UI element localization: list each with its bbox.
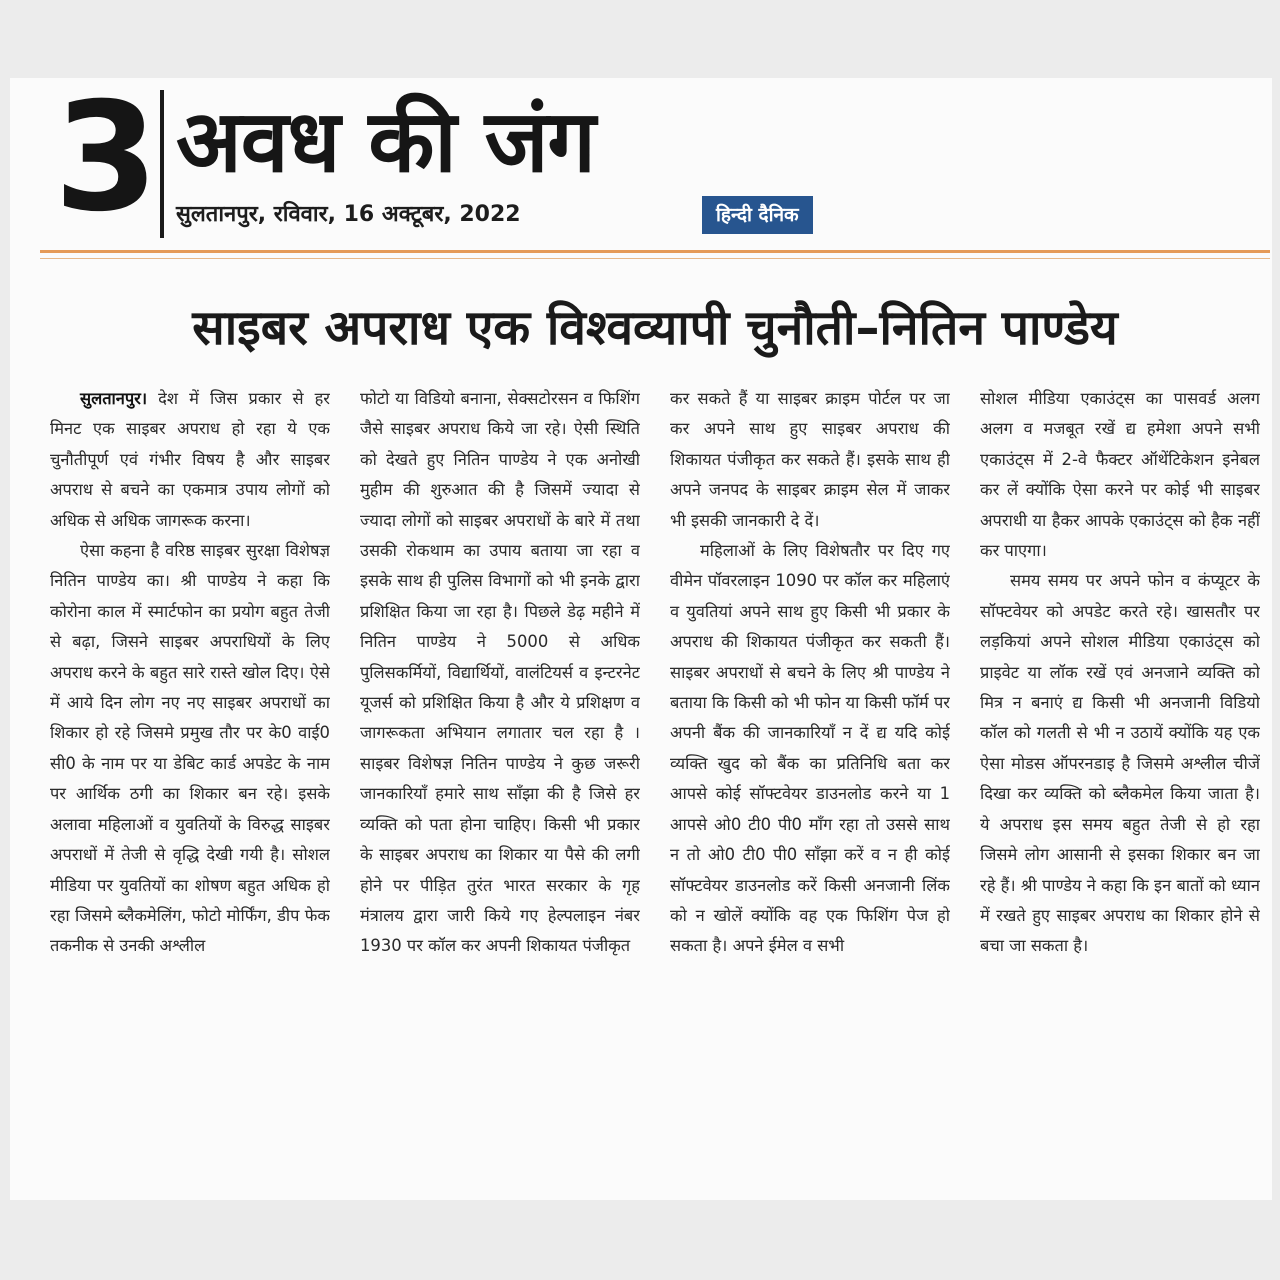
- newspaper-title: अवध की जंग: [176, 92, 595, 192]
- article-body: [50, 384, 1262, 1188]
- article-dateline: सुलतानपुर।: [80, 389, 148, 408]
- article-paragraph: महिलाओं के लिए विशेषतौर पर दिए गए वीमेन पॉवरलाइन 1090 पर कॉल कर महिलाएं व युवतियां अपने साथ हुए किसी भी प्रकार के अपराध की शिकायत पंजीकृत कर सकती हैं। साइबर अपराधों से बचने के लिए श्री पाण्डेय ने बताया कि किसी को भी फोन या किसी फॉर्म पर अपनी बैंक की जानकारियाँ न दें द्य यदि कोई व्यक्ति खुद को बैंक का प्रतिनिधि बता कर आपसे कोई सॉफ्टवेयर डाउनलोड करने या 1 आपसे ओ0 टी0 पी0 माँग रहा तो उससे साथ न तो ओ0 टी0 पी0 साँझा करें व न ही कोई सॉफ्टवेयर डाउनलोड करें किसी अनजानी लिंक को न खोलें क्योंकि वह एक फिशिंग पेज हो सकता है। अपने ईमेल व सभी: [670, 541, 950, 956]
- article-column-2: [360, 384, 640, 1188]
- article-paragraph: फोटो या विडियो बनाना, सेक्सटोरसन व फिशिंग जैसे साइबर अपराध किये जा रहे। ऐसी स्थिति को देखते हुए नितिन पाण्डेय ने एक अनोखी मुहीम की शुरुआत की है जिसमें ज्यादा से ज्यादा लोगों को साइबर अपराधों के बारे में तथा उसकी रोकथाम का उपाय बताया जा रहा व इसके साथ ही पुलिस विभागों को भी इनके द्वारा प्रशिक्षित किया जा रहा है। पिछले डेढ़ महीने में नितिन पाण्डेय ने 5000 से अधिक पुलिसकर्मियों, विद्यार्थियों, वालंटियर्स व इन्टरनेट यूजर्स को प्रशिक्षित किया है और ये प्रशिक्षण व जागरूकता अभियान लगातार चल रहा है । साइबर विशेषज्ञ नितिन पाण्डेय ने कुछ जरूरी जानकारियाँ हमारे साथ साँझा की है जिसे हर व्यक्ति को पता होना चाहिए। किसी भी प्रकार के साइबर अपराध का शिकार या पैसे की लगी होने पर पीड़ित तुरंत भारत सरकार के गृह मंत्रालय द्वारा जारी किये गए हेल्पलाइन नंबर 1930 पर कॉल कर अपनी शिकायत पंजीकृत: [360, 389, 640, 956]
- page-number: 3: [54, 78, 155, 245]
- article-column-4: [980, 384, 1260, 1188]
- article-paragraph: समय समय पर अपने फोन व कंप्यूटर के सॉफ्टवेयर को अपडेट करते रहे। खासतौर पर लड़कियां अपने सोशल मीडिया एकाउंट्स को प्राइवेट या लॉक रखें एवं अनजाने व्यक्ति को मित्र न बनाएं द्य किसी भी अनजानी विडियो कॉल को गलती से भी न उठायें क्योंकि यह एक ऐसा मोडस ऑपरनडाइ है जिसमे अश्लील चीजें दिखा कर व्यक्ति को ब्लैकमेल किया जाता है। ये अपराध इस समय बहुत तेजी से हो रहा जिसमे लोग आसानी से इसका शिकार बन जा रहे हैं। श्री पाण्डेय ने कहा कि इन बातों को ध्यान में रखते हुए साइबर अपराध का शिकार होने से बचा जा सकता है।: [980, 571, 1260, 956]
- article-column-1: [50, 384, 330, 1188]
- article-paragraph: कर सकते हैं या साइबर क्राइम पोर्टल पर जा कर अपने साथ हुए साइबर अपराध की शिकायत पंजीकृत कर सकते हैं। इसके साथ ही अपने जनपद के साइबर क्राइम सेल में जाकर भी इसकी जानकारी दे दें।: [670, 389, 950, 530]
- masthead-rule: [40, 250, 1270, 253]
- article-text: देश में जिस प्रकार से हर मिनट एक साइबर अपराध हो रहा ये एक चुनौतीपूर्ण एवं गंभीर विषय है और साइबर अपराध से बचने का एकमात्र उपाय लोगों को अधिक से अधिक जागरूक करना।: [50, 389, 330, 530]
- article-column-3: [670, 384, 950, 1188]
- edition-badge: हिन्दी दैनिक: [702, 196, 813, 234]
- masthead-rule-thin: [40, 258, 1270, 259]
- newspaper-page: [10, 78, 1272, 1200]
- masthead-dateline: सुलतानपुर, रविवार, 16 अक्टूबर, 2022: [176, 202, 521, 227]
- article-paragraph: [50, 384, 330, 536]
- article-paragraph: सोशल मीडिया एकाउंट्स का पासवर्ड अलग अलग व मजबूत रखें द्य हमेशा अपने सभी एकाउंट्स में 2-वे फैक्टर ऑथेंटिकेशन इनेबल कर लें क्योंकि ऐसा करने पर कोई भी साइबर अपराधी या हैकर आपके एकाउंट्स को हैक नहीं कर पाएगा।: [980, 389, 1260, 561]
- masthead-divider: [160, 90, 164, 238]
- article-headline: साइबर अपराध एक विश्वव्यापी चुनौती–नितिन पाण्डेय: [192, 300, 1118, 356]
- article-paragraph: ऐसा कहना है वरिष्ठ साइबर सुरक्षा विशेषज्ञ नितिन पाण्डेय का। श्री पाण्डेय ने कहा कि कोरोना काल में स्मार्टफोन का प्रयोग बहुत तेजी से बढ़ा, जिसने साइबर अपराधियों के लिए अपराध करने के बहुत सारे रास्ते खोल दिए। ऐसे में आये दिन लोग नए नए साइबर अपराधों का शिकार हो रहे जिसमे प्रमुख तौर पर के0 वाई0 सी0 के नाम पर या डेबिट कार्ड अपडेट के नाम पर आर्थिक ठगी का शिकार बन रहे। इसके अलावा महिलाओं व युवतियों के विरुद्ध साइबर अपराधों में तेजी से वृद्धि देखी गयी है। सोशल मीडिया पर युवतियों का शोषण बहुत अधिक हो रहा जिसमे ब्लैकमेलिंग, फोटो मोर्फिंग, डीप फेक तकनीक से उनकी अश्लील: [50, 541, 330, 956]
